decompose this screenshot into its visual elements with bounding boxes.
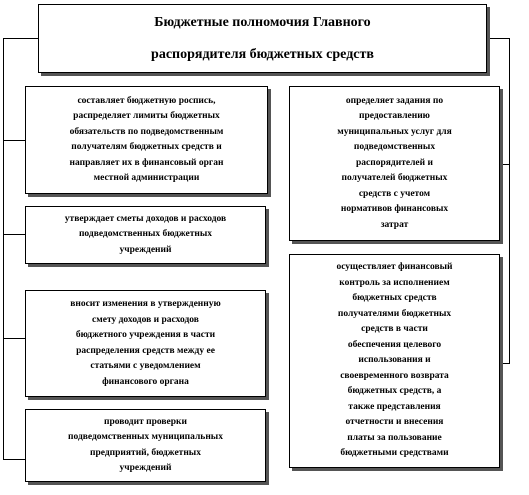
connector-right-box-2 (500, 363, 510, 364)
left-box-text-2: утверждает сметы доходов и расходов подведомственных бюджетных учреждений (64, 213, 227, 255)
right-box-text-1: определяет задания по предоставлению муниципальных услуг для подведомственных распорядителей и получателей бюджетных средств с учетом нормативов финансовых затрат (337, 95, 452, 230)
connector-left-box-4 (3, 459, 25, 460)
right-box-financial-control (289, 254, 500, 468)
connector-right-vertical (509, 38, 510, 364)
left-box-approve-estimates (25, 206, 266, 264)
connector-right-box-1 (500, 164, 510, 165)
left-box-text-3: вносит изменения в утвержденную смету доходов и расходов бюджетного учреждения в части распределения средств между ее статьями с уведомлением финансового органа (70, 299, 221, 387)
right-box-service-tasks (289, 86, 500, 241)
connector-left-box-2 (3, 234, 25, 235)
title-box (38, 4, 487, 73)
connector-left-box-3 (3, 338, 25, 339)
connector-left-box-1 (3, 140, 25, 141)
connector-left-vertical (3, 38, 4, 460)
left-box-text-4: проводит проверки подведомственных муниципальных предприятий, бюджетных учреждений (68, 416, 223, 473)
title-text: Бюджетные полномочия Главного распорядителя бюджетных средств (151, 14, 374, 62)
left-box-amend-estimates (25, 290, 266, 397)
right-box-text-2: осуществляет финансовый контроль за исполнением бюджетных средств получателями бюджетных средств в части обеспечения целевого использования и своевременного возврата бюджетных средств, а также представления отчетности и внесения платы за пользование бюджетными средствами (336, 262, 453, 459)
connector-title-left (3, 38, 38, 39)
connector-title-right (487, 38, 510, 39)
left-box-budget-list (25, 86, 268, 194)
left-box-inspections (25, 409, 266, 482)
left-box-text-1: составляет бюджетную роспись, распределяет лимиты бюджетных обязательств по подведомственным получателям бюджетных средств и направляет их в финансовый орган местной администрации (69, 95, 224, 183)
